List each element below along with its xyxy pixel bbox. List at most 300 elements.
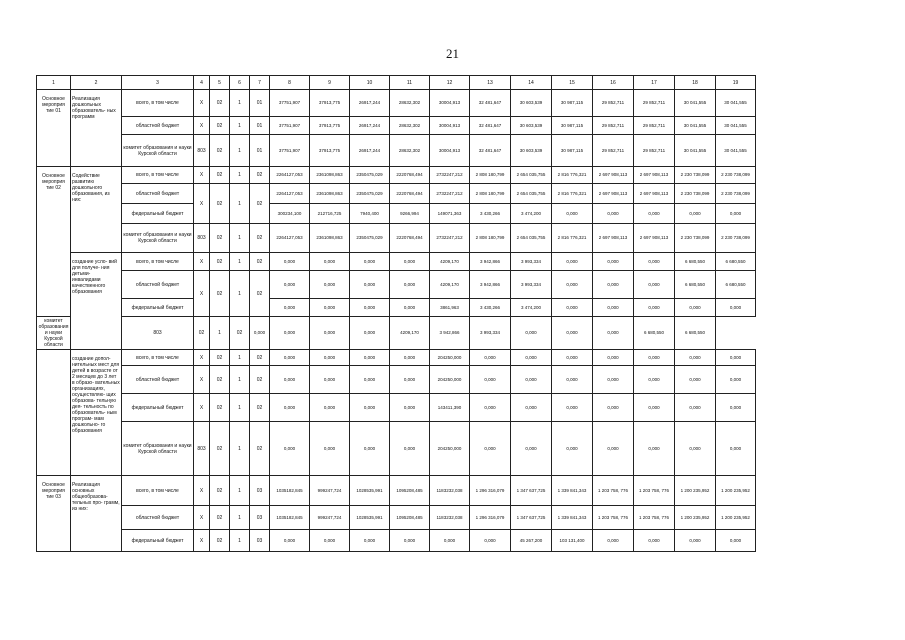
header-row <box>37 76 756 90</box>
value-cell: 0,000 <box>430 530 470 552</box>
value-cell: 0,000 <box>716 394 756 422</box>
code-cell: 02 <box>250 184 270 224</box>
value-cell: 2350475,029 <box>350 184 390 204</box>
code-cell: 02 <box>210 135 230 167</box>
table-row <box>37 204 756 224</box>
code-cell: 02 <box>210 167 230 184</box>
value-cell: 30 987,115 <box>552 135 593 167</box>
value-cell: 0,000 <box>634 530 675 552</box>
code-cell: Х <box>194 476 210 506</box>
activity-cell: Основное мероприя тие 02 <box>37 167 71 317</box>
value-cell: 0,000 <box>270 530 310 552</box>
funding-source-cell: федеральный бюджет <box>122 394 194 422</box>
value-cell: 0,000 <box>716 366 756 394</box>
value-cell: 204250,000 <box>430 350 470 366</box>
code-cell: 1 <box>230 224 250 253</box>
value-cell: 2 230 738,099 <box>716 184 756 204</box>
value-cell: 0,000 <box>470 530 511 552</box>
value-cell: 0,000 <box>634 299 675 317</box>
value-cell: 30004,913 <box>430 90 470 117</box>
value-cell: 2 230 738,099 <box>716 224 756 253</box>
value-cell: 0,000 <box>675 530 716 552</box>
value-cell: 0,000 <box>310 366 350 394</box>
value-cell: 2 654 035,755 <box>511 224 552 253</box>
code-cell: 02 <box>210 530 230 552</box>
value-cell: 6 680,550 <box>716 271 756 299</box>
code-cell: 02 <box>210 506 230 530</box>
value-cell: 2 697 908,113 <box>593 184 634 204</box>
code-cell: 02 <box>250 224 270 253</box>
funding-source-cell: всего, в том числе <box>122 476 194 506</box>
code-cell: 02 <box>250 253 270 271</box>
value-cell: 0,000 <box>511 350 552 366</box>
activity-cell: Основное мероприя тие 01 <box>37 90 71 167</box>
value-cell: 29 852,711 <box>593 135 634 167</box>
table-row <box>37 271 756 299</box>
funding-source-cell: всего, в том числе <box>122 253 194 271</box>
value-cell: 28632,302 <box>390 117 430 135</box>
value-cell: 1 347 637,725 <box>511 476 552 506</box>
funding-source-cell: всего, в том числе <box>122 90 194 117</box>
value-cell: 204250,000 <box>430 422 470 476</box>
value-cell: 1 200 235,952 <box>716 476 756 506</box>
value-cell: 2732247,212 <box>430 224 470 253</box>
code-cell: Х <box>194 350 210 366</box>
page-number: 21 <box>446 46 459 61</box>
value-cell: 6 680,550 <box>675 271 716 299</box>
value-cell: 7940,400 <box>350 204 390 224</box>
value-cell: 37751,907 <box>270 117 310 135</box>
value-cell: 1 339 841,343 <box>552 476 593 506</box>
code-cell: 1 <box>230 90 250 117</box>
funding-source-cell: всего, в том числе <box>122 167 194 184</box>
value-cell: 30 603,539 <box>511 90 552 117</box>
value-cell: 30004,913 <box>430 117 470 135</box>
value-cell: 2 697 908,113 <box>593 224 634 253</box>
value-cell: 1 203 758, 776 <box>634 506 675 530</box>
code-cell: 02 <box>250 366 270 394</box>
value-cell: 0,000 <box>350 530 390 552</box>
value-cell: 1 296 316,079 <box>470 476 511 506</box>
value-cell: 0,000 <box>310 394 350 422</box>
value-cell: 0,000 <box>390 299 430 317</box>
header-cell: 4 <box>194 76 210 90</box>
value-cell: 32 481,647 <box>470 90 511 117</box>
value-cell: 2220768,494 <box>390 167 430 184</box>
value-cell: 2 230 738,099 <box>675 184 716 204</box>
table-row <box>37 317 756 350</box>
header-cell: 15 <box>552 76 593 90</box>
value-cell: 1 200 235,952 <box>716 506 756 530</box>
header-cell: 3 <box>122 76 194 90</box>
value-cell: 2 808 180,799 <box>470 224 511 253</box>
code-cell: 02 <box>210 271 230 317</box>
value-cell: 37913,775 <box>310 117 350 135</box>
value-cell: 0,000 <box>350 366 390 394</box>
value-cell: 3 474,200 <box>511 299 552 317</box>
value-cell: 2 230 738,099 <box>716 167 756 184</box>
value-cell: 0,000 <box>593 394 634 422</box>
value-cell: 0,000 <box>675 350 716 366</box>
code-cell: 02 <box>210 394 230 422</box>
header-cell: 2 <box>71 76 122 90</box>
value-cell: 0,000 <box>593 422 634 476</box>
value-cell: 1028535,991 <box>350 476 390 506</box>
value-cell: 30 987,115 <box>552 90 593 117</box>
value-cell: 0,000 <box>593 271 634 299</box>
budget-table <box>36 75 756 552</box>
value-cell: 29 852,711 <box>634 90 675 117</box>
value-cell: 0,000 <box>593 530 634 552</box>
value-cell: 4209,170 <box>430 271 470 299</box>
value-cell: 0,000 <box>552 253 593 271</box>
value-cell: 3 430,266 <box>470 299 511 317</box>
value-cell: 2 816 776,321 <box>552 184 593 204</box>
value-cell: 0,000 <box>552 350 593 366</box>
value-cell: 2732247,212 <box>430 184 470 204</box>
header-cell: 18 <box>675 76 716 90</box>
value-cell: 3 993,334 <box>470 317 511 350</box>
value-cell: 37751,907 <box>270 90 310 117</box>
code-cell: 01 <box>250 90 270 117</box>
table-row <box>37 350 756 366</box>
value-cell: 0,000 <box>470 394 511 422</box>
value-cell: 0,000 <box>390 422 430 476</box>
code-cell: 02 <box>250 422 270 476</box>
value-cell: 0,000 <box>511 366 552 394</box>
value-cell: 26917,244 <box>350 117 390 135</box>
code-cell: 02 <box>210 476 230 506</box>
code-cell: 02 <box>210 90 230 117</box>
activity-name-cell: создание допол- нительных мест для детей в возрасте от 2 месяцев до 3 лет в образо- вательных организациях, осуществляю- щих образова- тельную дея- тельность по образователь- ным програм- мам дошкольно- го образования <box>71 350 122 476</box>
value-cell: 2264127,053 <box>270 224 310 253</box>
value-cell: 0,000 <box>310 271 350 299</box>
value-cell: 2 808 180,799 <box>470 184 511 204</box>
value-cell: 3861,963 <box>430 299 470 317</box>
value-cell: 2220768,494 <box>390 224 430 253</box>
value-cell: 29 852,711 <box>634 117 675 135</box>
value-cell: 29 852,711 <box>634 135 675 167</box>
value-cell: 6 680,550 <box>634 317 675 350</box>
value-cell: 0,000 <box>310 253 350 271</box>
code-cell: 02 <box>210 253 230 271</box>
table-row <box>37 135 756 167</box>
code-cell: 1 <box>230 253 250 271</box>
code-cell: 01 <box>250 135 270 167</box>
value-cell: 1 200 235,952 <box>675 506 716 530</box>
code-cell: 02 <box>210 224 230 253</box>
value-cell: 0,000 <box>552 422 593 476</box>
value-cell: 0,000 <box>350 253 390 271</box>
value-cell: 6 680,550 <box>675 253 716 271</box>
header-cell: 13 <box>470 76 511 90</box>
activity-name-cell: Реализация основных общеобразова- тельных про- грамм, из них: <box>71 476 122 552</box>
value-cell: 0,000 <box>350 271 390 299</box>
value-cell: 0,000 <box>552 271 593 299</box>
value-cell: 37751,907 <box>270 135 310 167</box>
code-cell: 1 <box>230 350 250 366</box>
value-cell: 0,000 <box>270 366 310 394</box>
code-cell: 02 <box>250 350 270 366</box>
code-cell: 02 <box>210 422 230 476</box>
value-cell: 0,000 <box>310 317 350 350</box>
table-row <box>37 253 756 271</box>
table-row <box>37 90 756 117</box>
value-cell: 2 697 908,113 <box>593 167 634 184</box>
value-cell: 1183232,038 <box>430 476 470 506</box>
value-cell: 0,000 <box>390 366 430 394</box>
value-cell: 0,000 <box>552 394 593 422</box>
value-cell: 30 041,555 <box>675 117 716 135</box>
value-cell: 0,000 <box>634 253 675 271</box>
table-row <box>37 422 756 476</box>
value-cell: 9266,994 <box>390 204 430 224</box>
value-cell: 0,000 <box>593 204 634 224</box>
code-cell: 02 <box>194 317 210 350</box>
value-cell: 0,000 <box>675 204 716 224</box>
funding-source-cell: комитет образования и науки Курской области <box>37 317 71 350</box>
code-cell: 02 <box>230 317 250 350</box>
value-cell: 0,000 <box>310 350 350 366</box>
table-row <box>37 366 756 394</box>
activity-name-cell: создание усло- вий для получе- ния детьми- инвалидами качественного образования <box>71 253 122 350</box>
code-cell: 803 <box>194 224 210 253</box>
value-cell: 999247,724 <box>310 476 350 506</box>
value-cell: 0,000 <box>511 422 552 476</box>
value-cell: 0,000 <box>675 366 716 394</box>
value-cell: 4209,170 <box>430 253 470 271</box>
code-cell: 02 <box>250 271 270 317</box>
header-cell: 16 <box>593 76 634 90</box>
value-cell: 6 680,550 <box>675 317 716 350</box>
value-cell: 0,000 <box>350 299 390 317</box>
value-cell: 0,000 <box>390 530 430 552</box>
value-cell: 0,000 <box>634 204 675 224</box>
value-cell: 204250,000 <box>430 366 470 394</box>
value-cell: 0,000 <box>634 422 675 476</box>
code-cell: Х <box>194 271 210 317</box>
value-cell: 2350475,029 <box>350 224 390 253</box>
code-cell: 1 <box>230 135 250 167</box>
value-cell: 0,000 <box>552 317 593 350</box>
table-row <box>37 224 756 253</box>
header-cell: 1 <box>37 76 71 90</box>
value-cell: 0,000 <box>634 394 675 422</box>
code-cell: 1 <box>230 184 250 224</box>
value-cell: 3 993,334 <box>511 253 552 271</box>
value-cell: 30 041,555 <box>716 90 756 117</box>
value-cell: 0,000 <box>310 299 350 317</box>
value-cell: 0,000 <box>675 422 716 476</box>
value-cell: 0,000 <box>390 350 430 366</box>
value-cell: 3 942,866 <box>470 271 511 299</box>
value-cell: 32 481,647 <box>470 135 511 167</box>
value-cell: 0,000 <box>634 366 675 394</box>
value-cell: 3 474,200 <box>511 204 552 224</box>
value-cell: 300234,100 <box>270 204 310 224</box>
value-cell: 2 816 776,321 <box>552 167 593 184</box>
value-cell: 999247,724 <box>310 506 350 530</box>
value-cell: 0,000 <box>716 350 756 366</box>
value-cell: 0,000 <box>716 299 756 317</box>
value-cell: 1035182,845 <box>270 506 310 530</box>
code-cell: 1 <box>230 117 250 135</box>
value-cell: 30 041,555 <box>675 90 716 117</box>
value-cell: 30 603,539 <box>511 117 552 135</box>
value-cell: 0,000 <box>250 317 270 350</box>
value-cell: 2361098,863 <box>310 224 350 253</box>
value-cell: 1 296 316,079 <box>470 506 511 530</box>
value-cell: 0,000 <box>470 350 511 366</box>
code-cell: Х <box>194 117 210 135</box>
value-cell: 29 852,711 <box>593 90 634 117</box>
funding-source-cell: федеральный бюджет <box>122 299 194 317</box>
code-cell: 803 <box>194 422 210 476</box>
code-cell: 803 <box>194 135 210 167</box>
value-cell: 2220768,494 <box>390 184 430 204</box>
header-cell: 10 <box>350 76 390 90</box>
value-cell: 3 430,266 <box>470 204 511 224</box>
value-cell: 0,000 <box>310 530 350 552</box>
value-cell: 2264127,053 <box>270 184 310 204</box>
value-cell: 0,000 <box>270 299 310 317</box>
header-cell: 5 <box>210 76 230 90</box>
value-cell: 0,000 <box>593 350 634 366</box>
funding-source-cell: областной бюджет <box>122 506 194 530</box>
value-cell: 28632,302 <box>390 90 430 117</box>
value-cell: 2 654 035,755 <box>511 184 552 204</box>
header-cell: 7 <box>250 76 270 90</box>
value-cell: 45 267,200 <box>511 530 552 552</box>
value-cell: 1035182,845 <box>270 476 310 506</box>
value-cell: 1095208,485 <box>390 476 430 506</box>
value-cell: 0,000 <box>270 253 310 271</box>
value-cell: 0,000 <box>552 204 593 224</box>
funding-source-cell: областной бюджет <box>122 366 194 394</box>
value-cell: 0,000 <box>716 204 756 224</box>
funding-source-cell: областной бюджет <box>122 117 194 135</box>
value-cell: 0,000 <box>470 366 511 394</box>
table-row <box>37 167 756 184</box>
value-cell: 2732247,212 <box>430 167 470 184</box>
code-cell: 1 <box>230 422 250 476</box>
table-row <box>37 184 756 204</box>
code-cell: 1 <box>230 506 250 530</box>
value-cell: 0,000 <box>270 271 310 299</box>
value-cell: 30 041,555 <box>675 135 716 167</box>
code-cell: Х <box>194 167 210 184</box>
code-cell: 1 <box>230 366 250 394</box>
code-cell: Х <box>194 366 210 394</box>
code-cell: Х <box>194 506 210 530</box>
value-cell: 0,000 <box>593 253 634 271</box>
funding-source-cell: комитет образования и науки Курской области <box>122 224 194 253</box>
value-cell: 0,000 <box>552 366 593 394</box>
code-cell: 1 <box>230 167 250 184</box>
activity-cell: Основное мероприя тие 03 <box>37 476 71 552</box>
funding-source-cell: областной бюджет <box>122 271 194 299</box>
value-cell: 32 481,647 <box>470 117 511 135</box>
value-cell: 30 603,539 <box>511 135 552 167</box>
header-cell: 14 <box>511 76 552 90</box>
code-cell: 1 <box>230 271 250 317</box>
code-cell: Х <box>194 394 210 422</box>
value-cell: 0,000 <box>716 422 756 476</box>
value-cell: 0,000 <box>716 530 756 552</box>
value-cell: 0,000 <box>511 394 552 422</box>
value-cell: 30 987,115 <box>552 117 593 135</box>
code-cell: Х <box>194 253 210 271</box>
code-cell: Х <box>194 90 210 117</box>
value-cell: 37913,775 <box>310 135 350 167</box>
header-cell: 6 <box>230 76 250 90</box>
value-cell: 0,000 <box>270 350 310 366</box>
value-cell: 3 942,866 <box>470 253 511 271</box>
header-cell: 9 <box>310 76 350 90</box>
value-cell: 2361098,863 <box>310 167 350 184</box>
value-cell: 0,000 <box>675 299 716 317</box>
value-cell: 212716,725 <box>310 204 350 224</box>
code-cell: Х <box>194 530 210 552</box>
value-cell: 0,000 <box>270 317 310 350</box>
value-cell: 0,000 <box>350 422 390 476</box>
value-cell: 0,000 <box>390 394 430 422</box>
value-cell: 2 697 908,113 <box>634 224 675 253</box>
value-cell: 2 816 776,321 <box>552 224 593 253</box>
value-cell: 1 203 758, 776 <box>593 506 634 530</box>
table-row <box>37 394 756 422</box>
code-cell: 1 <box>230 476 250 506</box>
value-cell: 4209,170 <box>390 317 430 350</box>
table-row <box>37 476 756 506</box>
value-cell: 0,000 <box>593 317 634 350</box>
value-cell: 29 852,711 <box>593 117 634 135</box>
value-cell: 0,000 <box>390 271 430 299</box>
value-cell: 28632,302 <box>390 135 430 167</box>
value-cell: 1 203 758, 776 <box>593 476 634 506</box>
value-cell: 2 230 738,099 <box>675 167 716 184</box>
value-cell: 0,000 <box>675 394 716 422</box>
value-cell: 37913,775 <box>310 90 350 117</box>
code-cell: 803 <box>122 317 194 350</box>
table-row <box>37 299 756 317</box>
value-cell: 26917,244 <box>350 90 390 117</box>
value-cell: 2350475,029 <box>350 167 390 184</box>
code-cell: 03 <box>250 530 270 552</box>
value-cell: 0,000 <box>634 271 675 299</box>
value-cell: 103 131,400 <box>552 530 593 552</box>
value-cell: 26917,244 <box>350 135 390 167</box>
value-cell: 30 041,555 <box>716 117 756 135</box>
value-cell: 30004,913 <box>430 135 470 167</box>
value-cell: 2 697 908,113 <box>634 167 675 184</box>
table-row <box>37 530 756 552</box>
value-cell: 1 339 841,343 <box>552 506 593 530</box>
value-cell: 1 203 758, 776 <box>634 476 675 506</box>
code-cell: 02 <box>250 167 270 184</box>
value-cell: 0,000 <box>511 317 552 350</box>
value-cell: 2 808 180,799 <box>470 167 511 184</box>
code-cell: 01 <box>250 117 270 135</box>
header-cell: 19 <box>716 76 756 90</box>
value-cell: 2 230 738,099 <box>675 224 716 253</box>
value-cell: 0,000 <box>552 299 593 317</box>
value-cell: 2361098,863 <box>310 184 350 204</box>
value-cell: 0,000 <box>593 299 634 317</box>
funding-source-cell: комитет образования и науки Курской области <box>122 422 194 476</box>
value-cell: 6 680,550 <box>716 253 756 271</box>
value-cell: 30 041,555 <box>716 135 756 167</box>
